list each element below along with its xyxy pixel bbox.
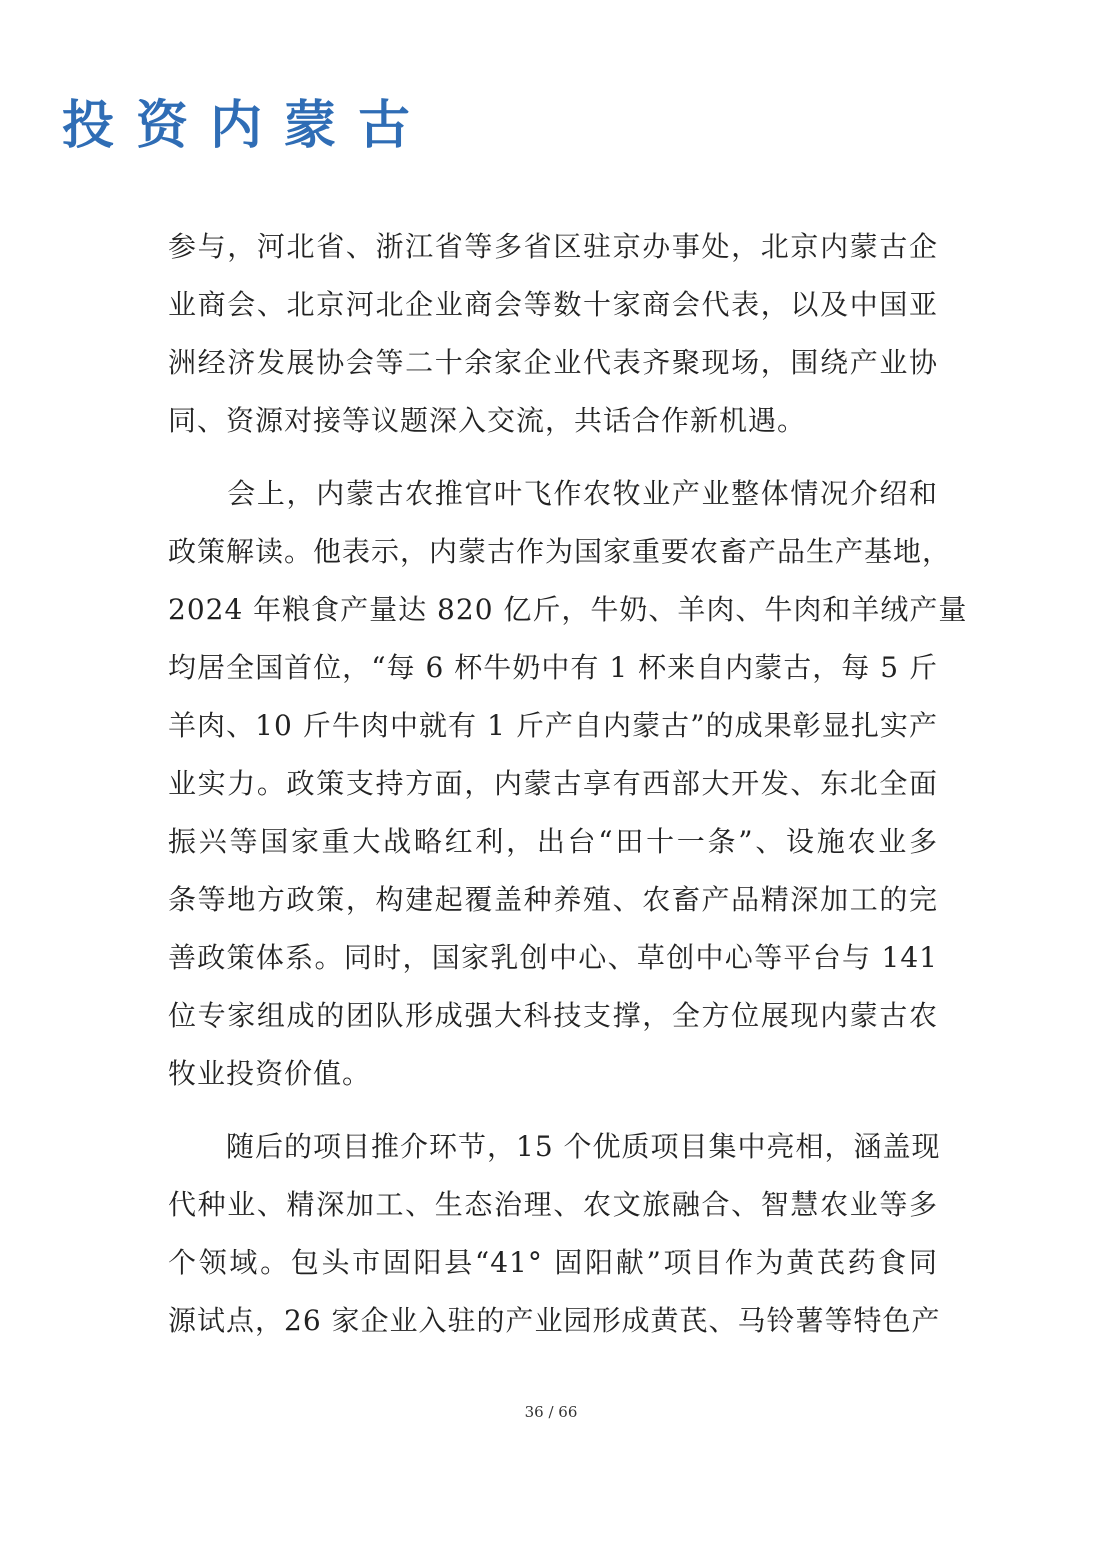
text-line: 源试点，26 家企业入驻的产业园形成黄芪、马铃薯等特色产 [168, 1304, 941, 1337]
article-body [168, 218, 968, 1350]
text-line: 均居全国首位，“每 6 杯牛奶中有 1 杯来自内蒙古，每 5 斤 [168, 651, 938, 684]
paragraph-gap [168, 1103, 938, 1118]
text-line: 参与，河北省、浙江省等多省区驻京办事处，北京内蒙古企 [168, 230, 938, 263]
text-line: 业商会、北京河北企业商会等数十家商会代表，以及中国亚 [168, 288, 938, 321]
text-line: 随后的项目推介环节，15 个优质项目集中亮相，涵盖现 [168, 1130, 941, 1163]
text-line: 业实力。政策支持方面，内蒙古享有西部大开发、东北全面 [168, 767, 938, 800]
text-line: 个领域。包头市固阳县“41° 固阳献”项目作为黄芪药食同 [168, 1246, 938, 1279]
text-line: 振兴等国家重大战略红利，出台“田十一条”、设施农业多 [168, 825, 938, 858]
text-line: 会上，内蒙古农推官叶飞作农牧业产业整体情况介绍和 [168, 477, 938, 510]
text-line: 2024 年粮食产量达 820 亿斤，牛奶、羊肉、牛肉和羊绒产量 [168, 593, 968, 626]
page-number: 36 / 66 [524, 1403, 578, 1421]
text-line: 同、资源对接等议题深入交流，共话合作新机遇。 [168, 404, 807, 437]
paragraph-gap [168, 450, 938, 465]
text-line: 位专家组成的团队形成强大科技支撑，全方位展现内蒙古农 [168, 999, 938, 1032]
text-line: 牧业投资价值。 [168, 1057, 372, 1090]
text-line: 代种业、精深加工、生态治理、农文旅融合、智慧农业等多 [168, 1188, 938, 1221]
text-line: 洲经济发展协会等二十余家企业代表齐聚现场，围绕产业协 [168, 346, 938, 379]
text-line: 羊肉、10 斤牛肉中就有 1 斤产自内蒙古”的成果彰显扎实产 [168, 709, 938, 742]
text-line: 条等地方政策，构建起覆盖种养殖、农畜产品精深加工的完 [168, 883, 938, 916]
text-line: 政策解读。他表示，内蒙古作为国家重要农畜产品生产基地， [168, 535, 952, 568]
section-title: 投资内蒙古 [62, 95, 433, 156]
text-line: 善政策体系。同时，国家乳创中心、草创中心等平台与 141 [168, 941, 938, 974]
